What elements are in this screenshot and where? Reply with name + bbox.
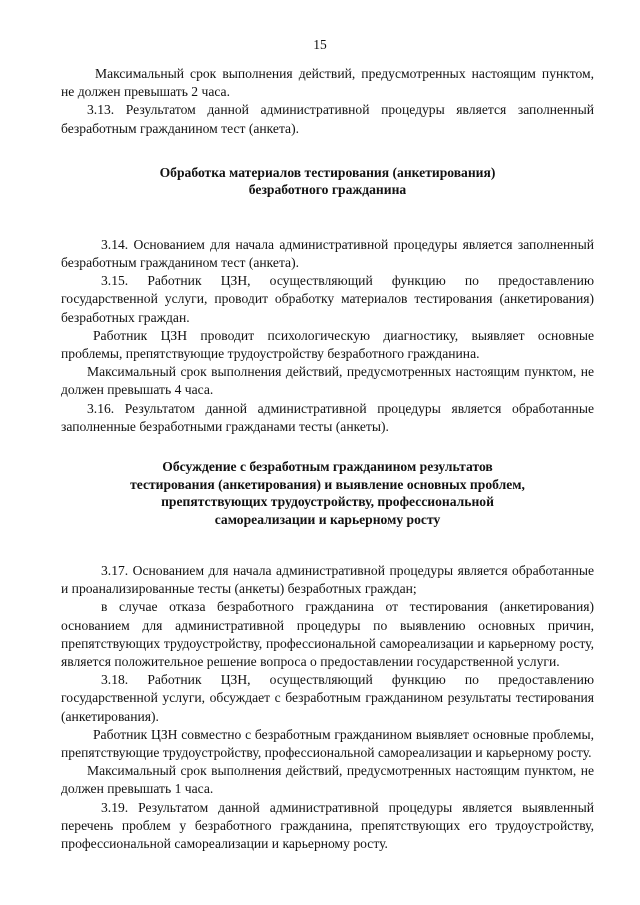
page-number: 15 [313,37,327,52]
paragraph: Максимальный срок выполнения действий, предусмотренных настоящим пунктом, не должен превышать 2 часа. [61,66,594,100]
paragraph: 3.16. Результатом данной административной процедуры является обработанные заполненные безработными гражданами тесты (анкеты). [61,400,594,434]
paragraph: Работник ЦЗН проводит психологическую диагностику, выявляет основные проблемы, препятствующие трудоустройству безработного гражданина. [61,327,594,362]
paragraph: Максимальный срок выполнения действий, предусмотренных настоящим пунктом, не должен превышать 1 часа. [61,763,594,797]
paragraph: 3.18. Работник ЦЗН, осуществляющий функцию по предоставлению государственной услуги, обсуждает с безработным гражданином результаты тестирования (анкетирования). [61,672,594,724]
heading-line: Обработка материалов тестирования (анкетирования) [159,164,496,180]
heading-line: тестирования (анкетирования) и выявление основных проблем, [130,476,525,492]
heading-line: препятствующих трудоустройству, профессиональной [161,494,494,510]
paragraph: 3.15. Работник ЦЗН, осуществляющий функцию по предоставлению государственной услуги, проводит обработку материалов тестирования (анкетирования) безработных граждан. [61,273,594,325]
paragraph: Максимальный срок выполнения действий, предусмотренных настоящим пунктом, не должен превышать 4 часа. [61,364,594,398]
section-heading [61,458,594,528]
heading-line: самореализации и карьерному росту [214,511,441,527]
document-body [61,65,594,853]
paragraph: 3.13. Результатом данной административной процедуры является заполненный безработным гражданином тест (анкета). [61,102,594,136]
paragraph: 3.17. Основанием для начала административной процедуры является обработанные и проанализированные тесты (анкеты) безработных граждан; [61,563,594,597]
section-heading [61,164,594,199]
paragraph: Работник ЦЗН совместно с безработным гражданином выявляет основные проблемы, препятствующие трудоустройству, профессиональной самореализации и карьерному росту. [61,726,594,761]
paragraph: 3.14. Основанием для начала административной процедуры является заполненный безработным гражданином тест (анкета). [61,236,594,271]
paragraph: в случае отказа безработного гражданина от тестирования (анкетирования) основанием для административной процедуры по выявлению основных причин, препятствующих трудоустройству, профессиональной самореализации и карьерному росту, является положительное решение вопроса о предоставлении государственной услуги. [61,599,594,670]
paragraph: 3.19. Результатом данной административной процедуры является выявленный перечень проблем у безработного гражданина, препятствующих его трудоустройству, профессиональной самореализации и карьерному росту. [61,799,594,852]
heading-line: Обсуждение с безработным гражданином результатов [162,459,493,475]
heading-line: безработного гражданина [248,182,407,198]
